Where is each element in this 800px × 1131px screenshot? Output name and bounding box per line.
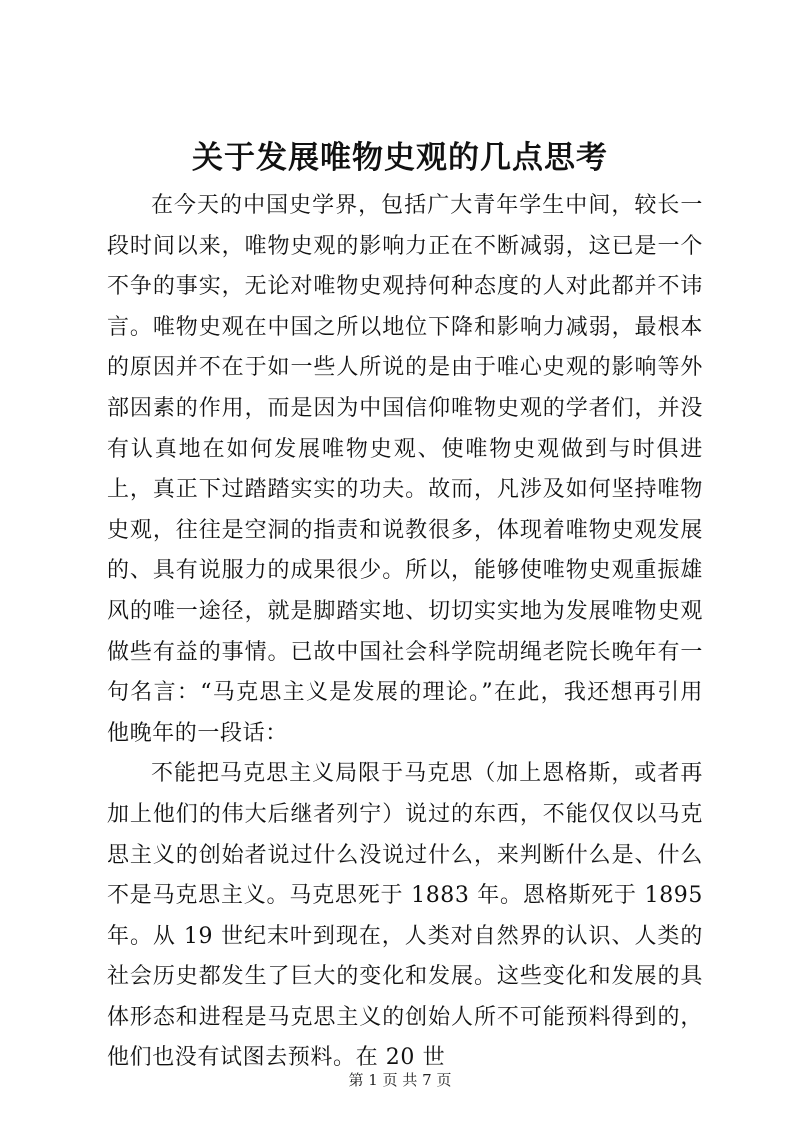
document-body bbox=[107, 186, 703, 1079]
page-number-footer: 第 1 页 共 7 页 bbox=[348, 1071, 452, 1089]
document-title: 关于发展唯物史观的几点思考 bbox=[192, 140, 608, 176]
paragraph-intro: 在今天的中国史学界，包括广大青年学生中间，较长一段时间以来，唯物史观的影响力正在不断减弱，这已是一个不争的事实，无论对唯物史观持何种态度的人对此都并不讳言。唯物史观在中国之所以地位下降和影响力减弱，最根本的原因并不在于如一些人所说的是由于唯心史观的影响等外部因素的作用，而是因为中国信仰唯物史观的学者们，并没有认真地在如何发展唯物史观、使唯物史观做到与时俱进上，真正下过踏踏实实的功夫。故而，凡涉及如何坚持唯物史观，往往是空洞的指责和说教很多，体现着唯物史观发展的、具有说服力的成果很少。所以，能够使唯物史观重振雄风的唯一途径，就是脚踏实地、切切实实地为发展唯物史观做些有益的事情。已故中国社会科学院胡绳老院长晚年有一句名言：“马克思主义是发展的理论。”在此，我还想再引用他晚年的一段话： bbox=[107, 193, 703, 746]
paragraph-quote: 不能把马克思主义局限于马克思（加上恩格斯，或者再加上他们的伟大后继者列宁）说过的东西，不能仅仅以马克思主义的创始者说过什么没说过什么，来判断什么是、什么不是马克思主义。马克思死于 1883 年。恩格斯死于 1895 年。从 19 世纪末叶到现在，人类对自然界的认识、人类的社会历史都发生了巨大的变化和发展。这些变化和发展的具体形态和进程是马克思主义的创始人所不可能预料得到的，他们也没有试图去预料。在 20 世 bbox=[107, 761, 703, 1071]
